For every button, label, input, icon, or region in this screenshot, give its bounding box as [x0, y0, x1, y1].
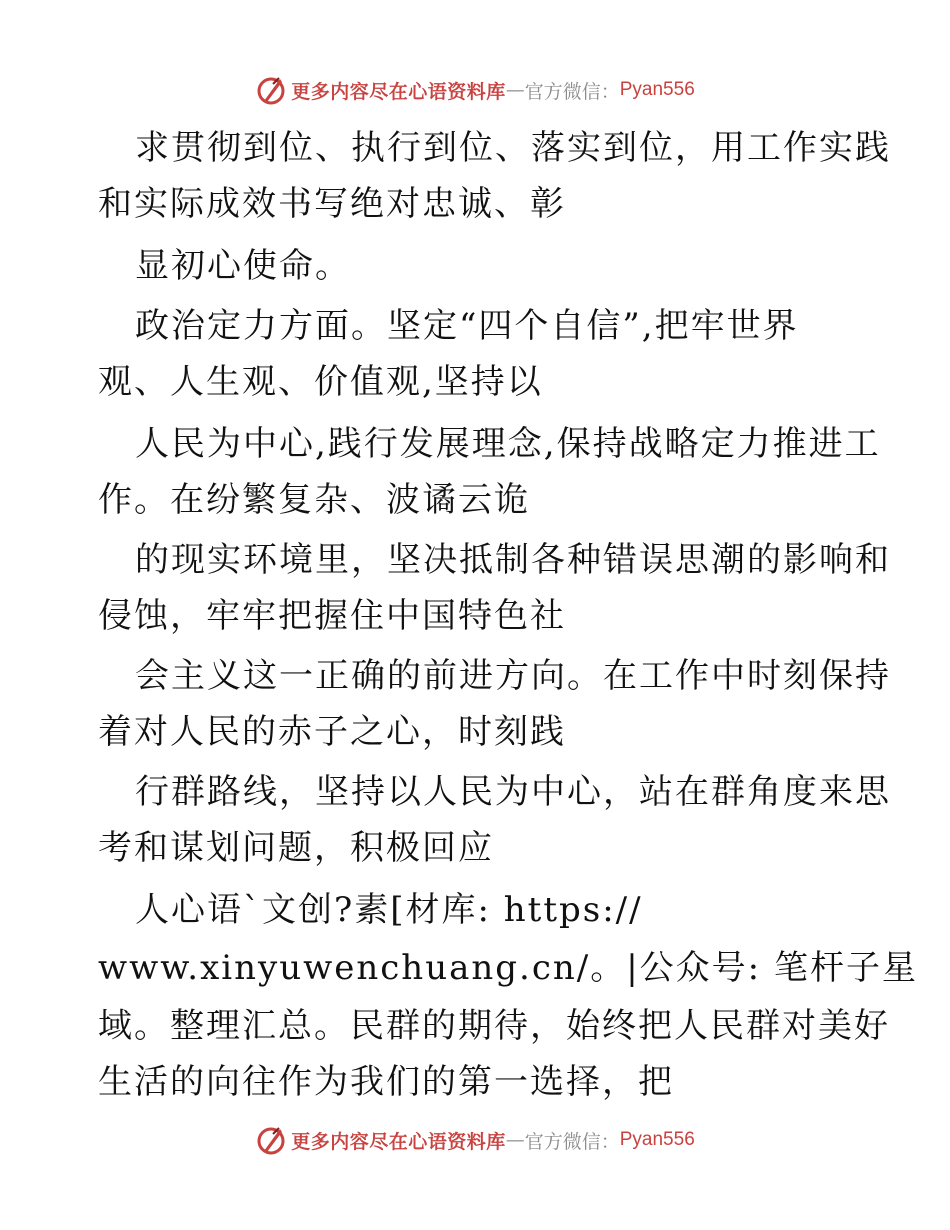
- banner-separator: —: [505, 1129, 525, 1151]
- banner-wechat-id: Pyan556: [619, 79, 695, 100]
- body-line: 和实际成效书写绝对忠诚、彰: [98, 184, 566, 224]
- body-line: 会主义这一正确的前进方向。在工作中时刻保持: [135, 656, 891, 696]
- body-line: 求贯彻到位、执行到位、落实到位，用工作实践: [135, 128, 891, 168]
- body-line: 侵蚀，牢牢把握住中国特色社: [98, 596, 566, 636]
- body-line: 着对人民的赤子之心，时刻践: [98, 712, 566, 752]
- quill-pen-logo-icon: [255, 74, 287, 106]
- body-line: 观、人生观、价值观,坚持以: [98, 362, 543, 402]
- body-line: 显初心使命。: [135, 246, 351, 286]
- body-line: 的现实环境里，坚决抵制各种错误思潮的影响和: [135, 540, 891, 580]
- body-line: 人民为中心,践行发展理念,保持战略定力推进工: [135, 424, 881, 464]
- body-line: www.xinyuwenchuang.cn/。|公众号: 笔杆子星: [98, 948, 918, 988]
- body-line: 政治定力方面。坚定“四个自信”,把牢世界: [135, 306, 799, 346]
- body-line: 人心语`文创?素[材库: https://: [135, 890, 643, 930]
- body-line: 作。在纷繁复杂、波谲云诡: [98, 480, 530, 520]
- banner-label: 官方微信：: [524, 1130, 620, 1153]
- banner-wechat-id: Pyan556: [619, 1129, 695, 1150]
- banner-main-text: 更多内容尽在心语资料库: [291, 1130, 506, 1153]
- body-line: 行群路线，坚持以人民为中心，站在群角度来思: [135, 772, 891, 812]
- banner-label: 官方微信：: [524, 80, 620, 103]
- quill-pen-logo-icon: [255, 1124, 287, 1156]
- banner-main-text: 更多内容尽在心语资料库: [291, 80, 506, 103]
- banner-separator: —: [505, 79, 525, 101]
- body-line: 域。整理汇总。民群的期待，始终把人民群对美好: [98, 1006, 890, 1046]
- body-line: 生活的向往作为我们的第一选择，把: [98, 1062, 674, 1102]
- header-banner: [0, 72, 950, 108]
- body-line: 考和谋划问题，积极回应: [98, 828, 494, 868]
- footer-banner: [0, 1122, 950, 1158]
